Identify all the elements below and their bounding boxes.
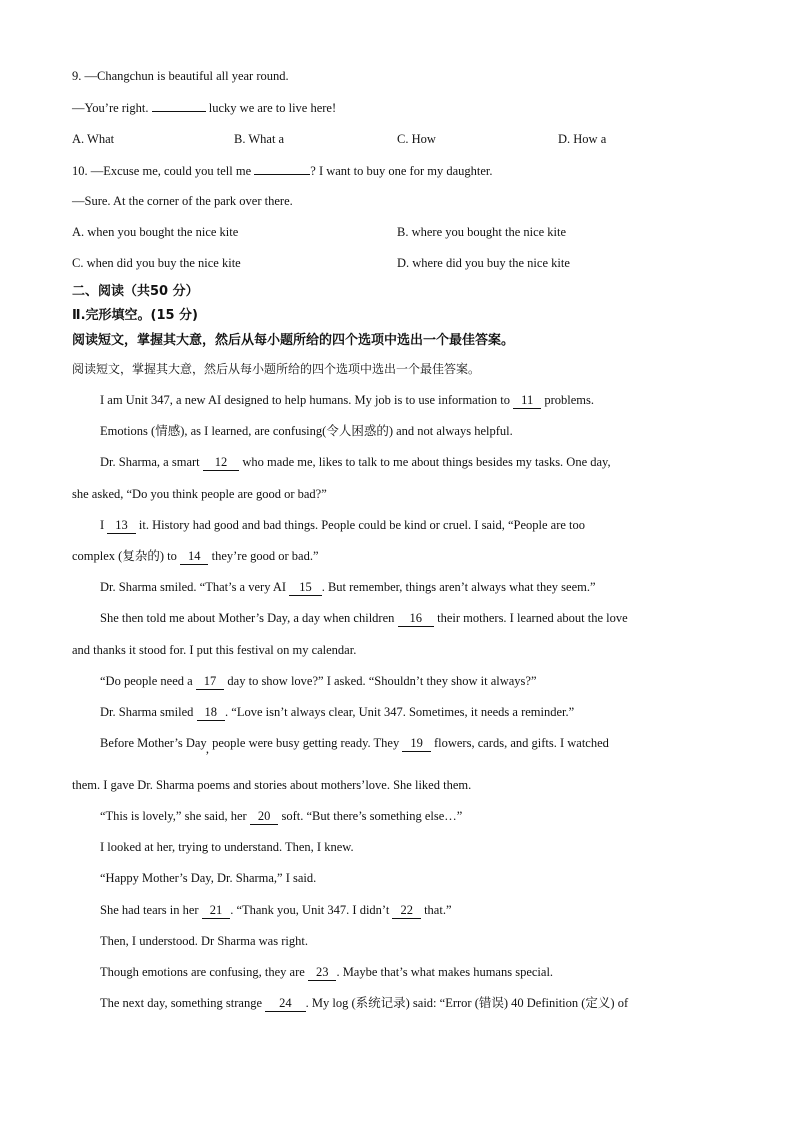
passage-line — [72, 548, 319, 565]
passage-text: Though emotions are confusing, they are — [100, 965, 308, 979]
q9-option-c: C. How — [397, 132, 436, 146]
q9-reply-text-end: lucky we are to live here! — [205, 101, 337, 115]
passage-text: I am Unit 347, a new AI designed to help humans. My job is to use information to — [100, 393, 514, 407]
passage-text: She then told me about Mother’s Day, a day when children — [100, 611, 398, 625]
passage-text: Dr. Sharma smiled. “That’s a very AI — [100, 580, 290, 594]
passage-line: and thanks it stood for. I put this festival on my calendar. — [72, 643, 357, 657]
blank-17: 17 — [196, 673, 225, 690]
passage-text: . “Thank you, Unit 347. I didn’t — [230, 903, 393, 917]
blank-19: 19 — [402, 735, 431, 752]
passage-text: She had tears in her — [100, 903, 202, 917]
passage-line — [100, 610, 628, 627]
q10-reply: —Sure. At the corner of the park over there. — [72, 194, 293, 208]
passage-line — [100, 808, 462, 825]
passage-text: it. History had good and bad things. People could be kind or cruel. I said, “People are too — [135, 518, 586, 532]
passage-text: . My log (系统记录) said: “Error (错误) 40 Definition (定义) of — [305, 996, 629, 1010]
passage-text: people were busy getting ready. They — [209, 736, 403, 750]
blank-24: 24 — [265, 995, 306, 1012]
q9-reply-text: —You’re right. — [72, 101, 152, 115]
passage-line — [100, 673, 537, 690]
passage-text: soft. “But there’s something else…” — [278, 809, 463, 823]
q9-reply — [72, 99, 336, 116]
passage-line: them. I gave Dr. Sharma poems and stories about mothers’love. She liked them. — [72, 778, 472, 792]
passage-text: I — [100, 518, 108, 532]
q10-option-a: A. when you bought the nice kite — [72, 225, 239, 239]
q9-option-b: B. What a — [234, 132, 285, 146]
passage-line — [100, 902, 452, 919]
instruction-bold: 阅读短文，掌握其大意，然后从每小题所给的四个选项中选出一个最佳答案。 — [72, 333, 515, 348]
passage-text: . Maybe that’s what makes humans special. — [336, 965, 554, 979]
passage-text: . But remember, things aren’t always what they seem.” — [321, 580, 596, 594]
passage-line — [100, 517, 585, 534]
section-subtitle: Ⅱ.完形填空。(15 分) — [72, 308, 199, 323]
blank-15: 15 — [289, 579, 322, 596]
instruction: 阅读短文，掌握其大意，然后从每小题所给的四个选项中选出一个最佳答案。 — [72, 362, 481, 376]
passage-line — [100, 579, 596, 596]
answer-blank — [152, 99, 206, 112]
passage-line — [100, 704, 574, 721]
blank-16: 16 — [398, 610, 435, 627]
passage-text: The next day, something strange — [100, 996, 266, 1010]
q9-stem: 9. —Changchun is beautiful all year round. — [72, 69, 289, 83]
passage-text: that.” — [420, 903, 452, 917]
blank-23: 23 — [308, 964, 337, 981]
stray-comma: , — [205, 742, 209, 756]
q10-option-c: C. when did you buy the nice kite — [72, 256, 241, 270]
passage-text: day to show love?” I asked. “Shouldn’t they show it always?” — [224, 674, 537, 688]
blank-18: 18 — [197, 704, 226, 721]
passage-line: “Happy Mother’s Day, Dr. Sharma,” I said. — [100, 871, 317, 885]
section-title: 二、阅读（共50 分） — [72, 284, 199, 299]
passage-line — [100, 964, 553, 981]
blank-11: 11 — [513, 392, 541, 409]
q10-option-d: D. where did you buy the nice kite — [397, 256, 570, 270]
passage-line: Then, I understood. Dr Sharma was right. — [100, 934, 308, 948]
q10-stem-text: 10. —Excuse me, could you tell me — [72, 164, 255, 178]
passage-text: flowers, cards, and gifts. I watched — [430, 736, 609, 750]
passage-line: Emotions (情感), as I learned, are confusing(令人困惑的) and not always helpful. — [100, 424, 513, 438]
passage-text: problems. — [541, 393, 594, 407]
q9-option-d: D. How a — [558, 132, 607, 146]
passage-text: “Do people need a — [100, 674, 196, 688]
answer-blank — [254, 162, 310, 175]
blank-12: 12 — [203, 454, 240, 471]
passage-line — [100, 454, 611, 471]
passage-text: who made me, likes to talk to me about things besides my tasks. One day, — [239, 455, 611, 469]
q9-option-a: A. What — [72, 132, 115, 146]
blank-14: 14 — [180, 548, 209, 565]
passage-text: Dr. Sharma smiled — [100, 705, 197, 719]
blank-21: 21 — [202, 902, 231, 919]
blank-22: 22 — [392, 902, 421, 919]
passage-line: she asked, “Do you think people are good or bad?” — [72, 487, 327, 501]
passage-text: “This is lovely,” she said, her — [100, 809, 250, 823]
q10-option-b: B. where you bought the nice kite — [397, 225, 567, 239]
passage-line — [100, 735, 609, 756]
q10-stem — [72, 162, 493, 179]
passage-line: I looked at her, trying to understand. Then, I knew. — [100, 840, 354, 854]
passage-text: . “Love isn’t always clear, Unit 347. Sometimes, it needs a reminder.” — [225, 705, 575, 719]
passage-text: they’re good or bad.” — [208, 549, 319, 563]
blank-20: 20 — [250, 808, 279, 825]
passage-text: Dr. Sharma, a smart — [100, 455, 203, 469]
passage-line — [100, 995, 628, 1012]
passage-text: their mothers. I learned about the love — [434, 611, 628, 625]
blank-13: 13 — [107, 517, 136, 534]
q10-stem-text-end: ? I want to buy one for my daughter. — [310, 164, 493, 178]
passage-line — [100, 392, 594, 409]
passage-text: Before Mother’s Day — [100, 736, 206, 750]
passage-text: complex (复杂的) to — [72, 549, 180, 563]
